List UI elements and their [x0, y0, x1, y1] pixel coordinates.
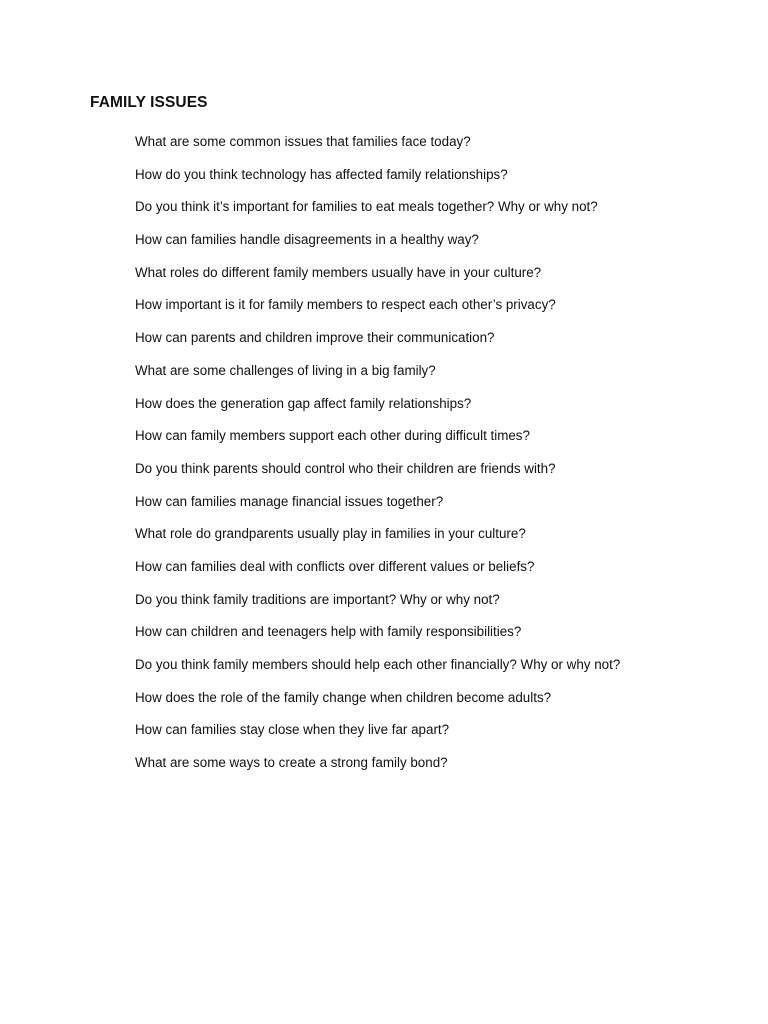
question-text: How important is it for family members to respect each other’s privacy?	[135, 297, 556, 313]
question-text: Do you think it’s important for families to eat meals together? Why or why not?	[135, 199, 598, 215]
question-text: What are some ways to create a strong family bond?	[135, 755, 448, 771]
question-text: How can family members support each other during difficult times?	[135, 428, 530, 444]
page-title: FAMILY ISSUES	[90, 94, 208, 111]
question-text: How can families stay close when they live far apart?	[135, 722, 450, 738]
question-text: How do you think technology has affected family relationships?	[135, 166, 508, 182]
question-text: How does the generation gap affect family relationships?	[135, 395, 472, 411]
question-text: How can families manage financial issues together?	[135, 493, 444, 509]
question-text: Do you think family traditions are important? Why or why not?	[135, 591, 500, 607]
question-text: Do you think family members should help each other financially? Why or why not?	[135, 657, 621, 672]
question-text: How can children and teenagers help with family responsibilities?	[135, 624, 522, 640]
question-text: What are some challenges of living in a big family?	[135, 362, 436, 378]
question-text: How can families deal with conflicts over different values or beliefs?	[135, 558, 535, 574]
question-text: How does the role of the family change when children become adults?	[135, 689, 552, 705]
question-text: What role do grandparents usually play in families in your culture?	[135, 526, 526, 542]
question-text: What are some common issues that families face today?	[135, 134, 471, 149]
question-text: Do you think parents should control who their children are friends with?	[135, 460, 556, 476]
question-text: How can parents and children improve their communication?	[135, 330, 495, 346]
question-text: How can families handle disagreements in a healthy way?	[135, 232, 479, 248]
question-text: What roles do different family members usually have in your culture?	[135, 264, 542, 280]
